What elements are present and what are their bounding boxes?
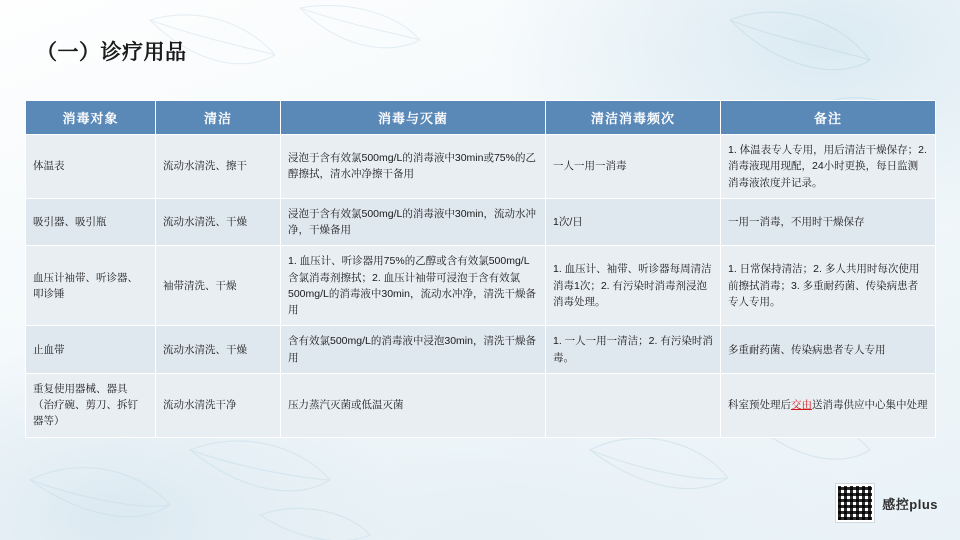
table-row	[26, 135, 936, 199]
cell-cleaning: 袖带清洗、干燥	[156, 246, 281, 326]
cell-cleaning: 流动水清洗、擦干	[156, 135, 281, 199]
column-header-cleaning: 清洁	[156, 101, 281, 135]
table-row	[26, 246, 936, 326]
footer-brand	[836, 484, 938, 522]
cell-disinfection: 压力蒸汽灭菌或低温灭菌	[281, 373, 546, 437]
cell-object: 血压计袖带、听诊器、叩诊锤	[26, 246, 156, 326]
cell-frequency	[546, 373, 721, 437]
table-row	[26, 373, 936, 437]
cell-disinfection: 浸泡于含有效氯500mg/L的消毒液中30min，流动水冲净，干燥备用	[281, 198, 546, 246]
note-text: 1. 体温表专人专用，用后清洁干燥保存；2. 消毒液现用现配，24小时更换，每日监测消毒液浓度并记录。	[728, 144, 927, 189]
cell-object: 重复使用器械、器具（治疗碗、剪刀、拆钉器等）	[26, 373, 156, 437]
cell-cleaning: 流动水清洗、干燥	[156, 198, 281, 246]
cell-cleaning: 流动水清洗干净	[156, 373, 281, 437]
cell-note	[721, 326, 936, 374]
note-text: 多重耐药菌、传染病患者专人专用	[728, 343, 886, 356]
cell-frequency: 一人一用一消毒	[546, 135, 721, 199]
cell-frequency: 1. 一人一用一清洁；2. 有污染时消毒。	[546, 326, 721, 374]
column-header-object: 消毒对象	[26, 101, 156, 135]
leaf-decoration-bottom-left	[10, 420, 430, 540]
note-text: 1. 日常保持清洁；2. 多人共用时每次使用前擦拭消毒；3. 多重耐药菌、传染病患者专人专用。	[728, 263, 920, 308]
column-header-disinfection: 消毒与灭菌	[281, 101, 546, 135]
note-text-post: 送消毒供应中心集中处理	[812, 399, 928, 412]
cell-object: 止血带	[26, 326, 156, 374]
cell-frequency: 1. 血压计、袖带、听诊器每周清洁消毒1次；2. 有污染时消毒剂浸泡消毒处理。	[546, 246, 721, 326]
cell-cleaning: 流动水清洗、干燥	[156, 326, 281, 374]
brand-label: 感控plus	[882, 496, 938, 512]
table-row	[26, 198, 936, 246]
column-header-note: 备注	[721, 101, 936, 135]
column-header-frequency: 清洁消毒频次	[546, 101, 721, 135]
note-text-pre: 科室预处理后	[728, 399, 791, 412]
qr-code-icon	[836, 484, 874, 522]
page-title: （一）诊疗用品	[36, 41, 187, 64]
cell-frequency: 1次/日	[546, 198, 721, 246]
note-text-highlight: 交由	[791, 399, 812, 412]
cell-disinfection: 1. 血压计、听诊器用75%的乙醇或含有效氯500mg/L含氯消毒剂擦拭；2. 血压计袖带可浸泡于含有效氯500mg/L的消毒液中30min，流动水冲净，清洗干燥备用	[281, 246, 546, 326]
cell-note	[721, 135, 936, 199]
cell-object: 吸引器、吸引瓶	[26, 198, 156, 246]
cell-note	[721, 373, 936, 437]
cell-disinfection: 含有效氯500mg/L的消毒液中浸泡30min，清洗干燥备用	[281, 326, 546, 374]
disinfection-table-container	[25, 100, 935, 438]
cell-note	[721, 198, 936, 246]
cell-note	[721, 246, 936, 326]
table-row	[26, 326, 936, 374]
table-header-row	[26, 101, 936, 135]
cell-object: 体温表	[26, 135, 156, 199]
cell-disinfection: 浸泡于含有效氯500mg/L的消毒液中30min或75%的乙醇擦拭，清水冲净擦干备用	[281, 135, 546, 199]
disinfection-table	[25, 100, 936, 438]
note-text: 一用一消毒，不用时干燥保存	[728, 215, 865, 228]
